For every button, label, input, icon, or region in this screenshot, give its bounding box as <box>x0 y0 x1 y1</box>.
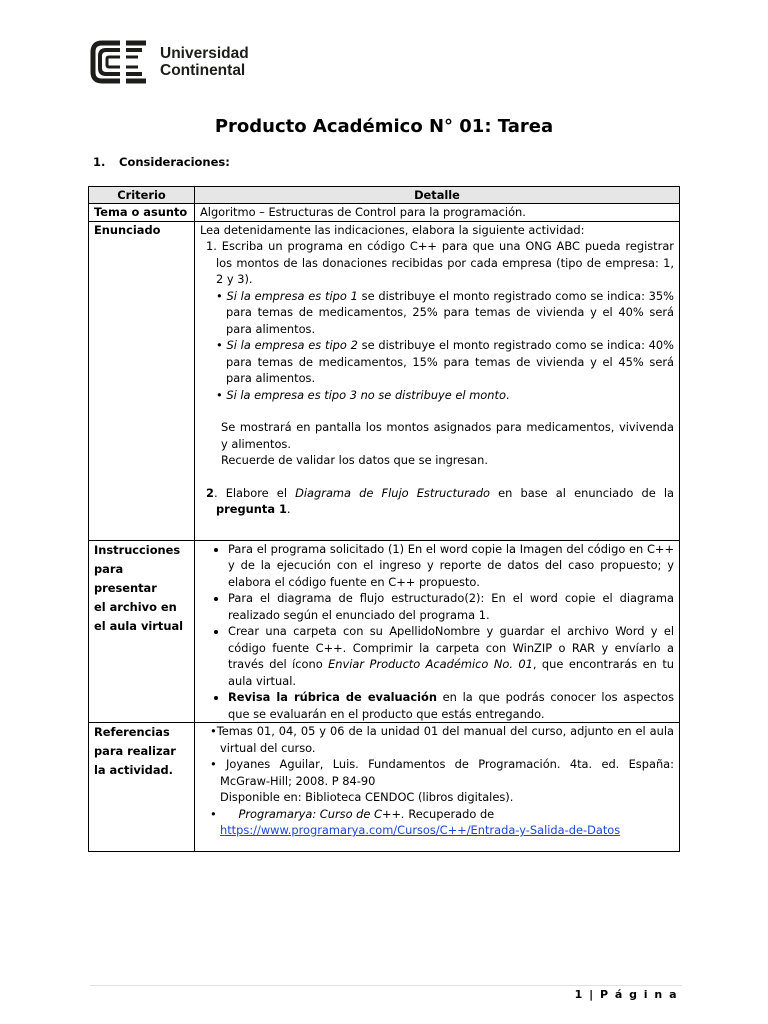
enunciado-p1: 1. Escriba un programa en código C++ para que una ONG ABC pueda registrar los montos de las donaciones recibidas por cada empresa (tipo de empresa: 1, 2 y 3). <box>206 239 674 286</box>
value-enunciado <box>195 221 680 540</box>
b3-end: . <box>505 387 510 402</box>
value-tema: Algoritmo – Estructuras de Control para la programación. <box>195 204 680 222</box>
instruccion-2: • Para el diagrama de flujo estructurado(2): En el word copie el diagrama realizado según el enunciado del programa 1. <box>228 590 674 623</box>
enunciado-p2 <box>200 485 674 518</box>
p2-b: en base al enunciado de la <box>490 485 675 500</box>
referencia-1: •Temas 01, 04, 05 y 06 de la unidad 01 del manual del curso, adjunto en el aula virtual del curso. <box>210 724 674 755</box>
label-referencias <box>89 723 195 852</box>
p2-italic: Diagrama de Flujo Estructurado <box>295 485 491 500</box>
value-referencias <box>195 723 680 852</box>
instruccion-4 <box>228 689 674 722</box>
instruccion-3 <box>228 623 674 689</box>
label-enunciado: Enunciado <box>89 221 195 540</box>
i3-b: , que encontrarás en tu aula virtual. <box>228 657 674 688</box>
referencia-3: • Programarya: Curso de C++. Recuperado de <box>210 806 495 821</box>
instruccion-1: • Para el programa solicitado (1) En el word copie la Imagen del código en C++ y de la ejecución con el ingreso y reporte de datos del caso propuesto; y elabora el código fuente en C++ propuesto. <box>228 541 674 591</box>
b1-italic: Si la empresa es tipo 1 <box>226 288 358 303</box>
table-row-instrucciones <box>89 540 680 723</box>
column-header-detalle: Detalle <box>195 187 680 204</box>
r2-text: Joyanes Aguilar, Luis. Fundamentos de Programación. 4ta. ed. España: McGraw-Hill; 2008. P 84-90 <box>220 757 674 788</box>
label-instrucciones <box>89 540 195 723</box>
label-instrucciones-3: el archivo en <box>94 599 177 614</box>
label-referencias-3: la actividad. <box>94 763 173 777</box>
table-header-row <box>89 187 680 204</box>
university-logo <box>90 40 249 84</box>
reference-link[interactable]: https://www.programarya.com/Cursos/C++/Entrada-y-Salida-de-Datos <box>220 823 621 837</box>
p2-number: 2 <box>206 485 214 500</box>
footer-divider <box>90 985 682 986</box>
enunciado-bullet-3: • Si la empresa es tipo 3 no se distribuye el monto. <box>216 387 510 402</box>
logo-line2: Continental <box>160 62 246 79</box>
table-row-tema <box>89 204 680 222</box>
enunciado-bullet-1: • Si la empresa es tipo 1 se distribuye el monto registrado como se indica: 35% para temas de medicamentos, 25% para temas de vivienda y el 40% será para alimentos. <box>216 288 674 336</box>
label-instrucciones-1: Instrucciones <box>94 542 181 557</box>
enunciado-mostrara: Se mostrará en pantalla los montos asignados para medicamentos, vivivenda y alimentos. <box>221 420 674 451</box>
section-number: 1. <box>93 155 106 169</box>
r3-italic: Programarya: Curso de C++. <box>238 806 405 821</box>
i3-italic: Enviar Producto Académico No. 01 <box>328 657 533 671</box>
p2-end: . <box>286 502 291 516</box>
i4-rest: en la que podrás conocer los aspectos que se evaluarán en el producto que estás entregando. <box>228 690 674 721</box>
r1-text: Temas 01, 04, 05 y 06 de la unidad 01 del manual del curso, adjunto en el aula virtual del curso. <box>216 724 674 755</box>
b2-rest: se distribuye el monto registrado como se indica: 40% para temas de medicamentos, 15% para temas de vivienda y el 45% será para alimentos. <box>226 338 674 385</box>
logo-line1: Universidad <box>160 45 249 62</box>
p2-a: . Elabore el <box>213 485 296 500</box>
table-row-referencias <box>89 723 680 852</box>
column-header-criterio: Criterio <box>89 187 195 204</box>
section-label: Consideraciones: <box>119 155 230 169</box>
label-instrucciones-2: para presentar <box>94 561 157 595</box>
page-number: 1 | P á g i n a <box>574 988 678 1001</box>
section-heading <box>93 155 230 169</box>
enunciado-recuerde: Recuerde de validar los datos que se ingresan. <box>221 453 489 467</box>
label-referencias-2: para realizar <box>94 744 176 758</box>
enunciado-intro: Lea detenidamente las indicaciones, elabora la siguiente actividad: <box>200 222 585 237</box>
enunciado-bullet-2: • Si la empresa es tipo 2 se distribuye el monto registrado como se indica: 40% para temas de medicamentos, 15% para temas de vivienda y el 45% será para alimentos. <box>216 338 674 385</box>
referencia-2: • Joyanes Aguilar, Luis. Fundamentos de Programación. 4ta. ed. España: McGraw-Hill; 2008. P 84-90 <box>210 757 674 788</box>
logo-text <box>160 45 249 79</box>
page-title: Producto Académico N° 01: Tarea <box>214 116 554 137</box>
b1-rest: se distribuye el monto registrado como se indica: 35% para temas de medicamentos, 25% para temas de vivienda y el 40% será para alimentos. <box>226 288 674 336</box>
b3-italic: Si la empresa es tipo 3 no se distribuye el monto <box>226 387 506 402</box>
label-instrucciones-4: el aula virtual <box>94 618 184 633</box>
i4-bold: Revisa la rúbrica de evaluación <box>228 690 437 704</box>
continental-emblem-icon <box>90 40 152 84</box>
label-tema: Tema o asunto <box>89 204 195 222</box>
label-referencias-1: Referencias <box>94 725 170 739</box>
p2-bold: pregunta 1 <box>216 502 287 516</box>
b2-italic: Si la empresa es tipo 2 <box>226 338 358 352</box>
value-instrucciones <box>195 540 680 723</box>
i3-a: Crear una carpeta con su ApellidoNombre y guardar el archivo Word y el código fuente C++. Comprimir la carpeta con WinZIP o RAR y envíarlo a través del ícono <box>228 624 674 671</box>
criteria-table <box>88 186 680 852</box>
referencia-2b: Disponible en: Biblioteca CENDOC (libros digitales). <box>220 790 514 804</box>
table-row-enunciado <box>89 221 680 540</box>
r3-rest: Recuperado de <box>404 806 495 821</box>
